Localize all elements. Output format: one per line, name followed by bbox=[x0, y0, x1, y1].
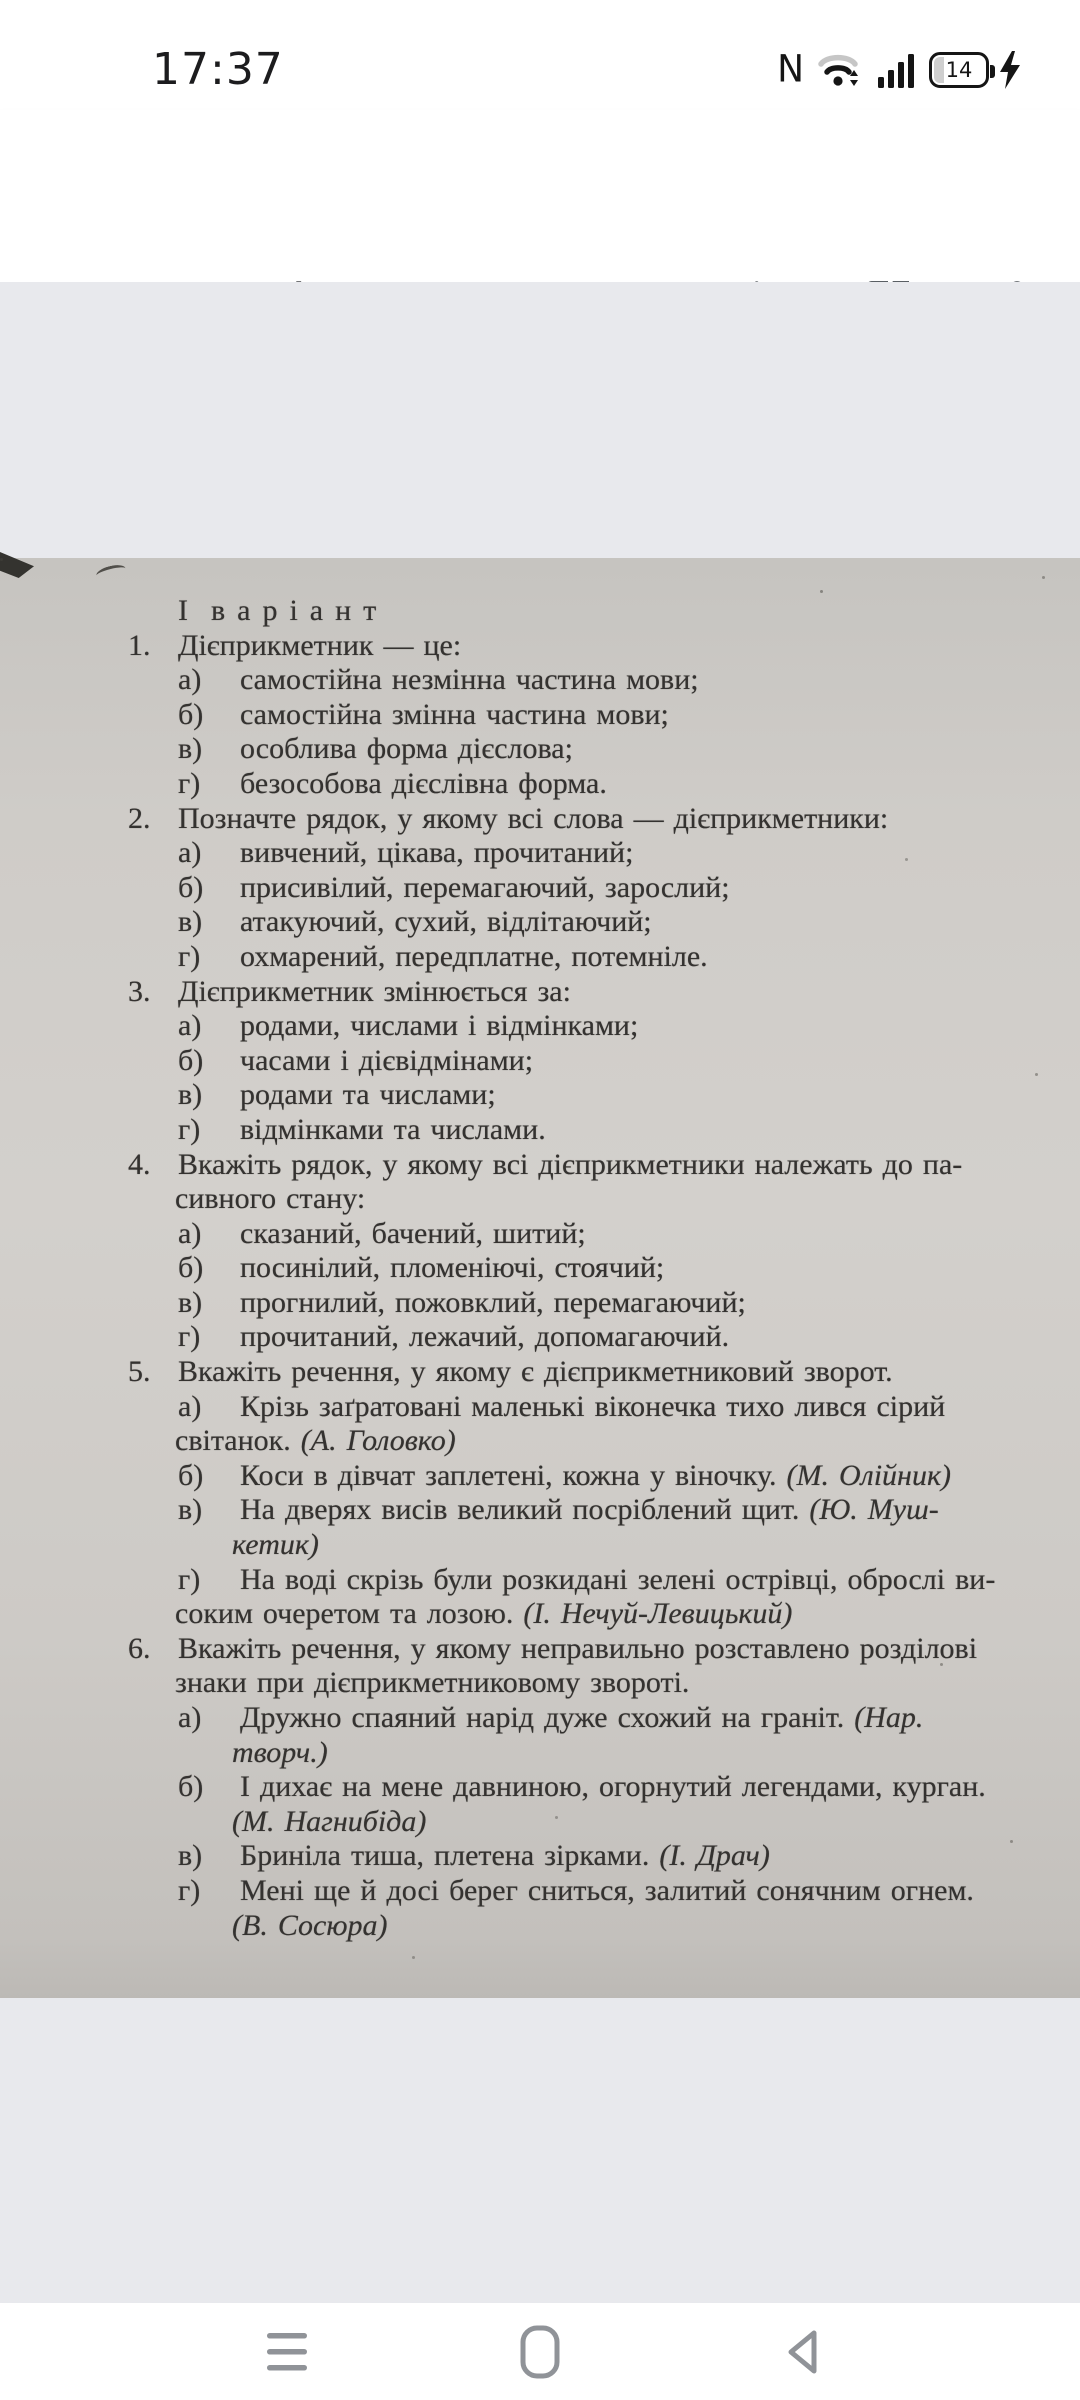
charging-bolt-icon bbox=[998, 50, 1022, 90]
doc-line: а) сказаний, бачений, шитий; bbox=[178, 1216, 586, 1250]
doc-line: в) прогнилий, пожовклий, перемагаючий; bbox=[178, 1285, 746, 1319]
doc-line: а) Крізь заґратовані маленькі віконечка тихо лився сірий bbox=[178, 1389, 946, 1423]
doc-line: б) часами і дієвідмінами; bbox=[178, 1043, 534, 1077]
recents-button[interactable] bbox=[252, 2317, 322, 2387]
doc-line: знаки при дієприкметниковому звороті. bbox=[175, 1666, 690, 1700]
signal-icon bbox=[876, 50, 916, 90]
doc-line: в) атакуючий, сухий, відлітаючий; bbox=[178, 905, 652, 939]
doc-line: (В. Сосюра) bbox=[232, 1908, 388, 1942]
status-bar bbox=[0, 0, 1080, 110]
doc-line: світанок. (А. Головко) bbox=[175, 1424, 456, 1458]
doc-line: 3. Дієприкметник змінюється за: bbox=[128, 974, 571, 1008]
document-lines bbox=[0, 594, 1080, 1943]
doc-line: б) Коси в дівчат заплетені, кожна у віночку. (М. Олійник) bbox=[178, 1458, 951, 1492]
pen-mark bbox=[95, 563, 127, 582]
battery-percent: 14 bbox=[945, 58, 973, 82]
doc-line: кетик) bbox=[232, 1528, 319, 1562]
doc-line: г) прочитаний, лежачий, допомагаючий. bbox=[178, 1320, 730, 1354]
doc-line: а) Дружно спаяний нарід дуже схожий на граніт. (Нар. bbox=[178, 1701, 924, 1734]
doc-line: в) родами та числами; bbox=[178, 1078, 496, 1112]
doc-line: а) родами, числами і відмінками; bbox=[178, 1009, 639, 1043]
doc-line: г) безособова дієслівна форма. bbox=[178, 766, 607, 800]
doc-line: 4. Вкажіть рядок, у якому всі дієприкметники належать до па- bbox=[128, 1147, 963, 1181]
doc-line: соким очеретом та лозою. (І. Нечуй-Левицький) bbox=[175, 1597, 793, 1631]
back-nav-button[interactable] bbox=[768, 2317, 838, 2387]
back-icon bbox=[783, 2327, 823, 2377]
wifi-icon bbox=[817, 49, 863, 91]
doc-line: г) відмінками та числами. bbox=[178, 1112, 546, 1146]
doc-line: б) самостійна змінна частина мови; bbox=[178, 697, 669, 731]
doc-line: 5. Вкажіть речення, у якому є дієприкметниковий зворот. bbox=[128, 1355, 893, 1389]
doc-line: творч.) bbox=[232, 1735, 328, 1769]
doc-line: б) присивілий, перемагаючий, зарослий; bbox=[178, 870, 730, 904]
doc-line: 1. Дієприкметник — це: bbox=[128, 628, 462, 662]
paper-specks bbox=[0, 558, 3, 561]
home-icon bbox=[520, 2325, 560, 2379]
nfc-icon: N bbox=[777, 47, 804, 91]
recents-icon bbox=[265, 2331, 309, 2373]
doc-line: а) вивчений, цікава, прочитаний; bbox=[178, 836, 634, 870]
doc-line: г) На воді скрізь були розкидані зелені острівці, оброслі ви- bbox=[178, 1562, 996, 1596]
photo-viewer bbox=[0, 282, 1080, 2303]
battery-fill bbox=[934, 57, 944, 83]
status-icons bbox=[777, 48, 1022, 92]
doc-line: в) особлива форма дієслова; bbox=[178, 732, 573, 766]
home-button[interactable] bbox=[505, 2317, 575, 2387]
photo-edge-mark bbox=[0, 552, 34, 578]
doc-line: в) Бриніла тиша, плетена зірками. (І. Драч) bbox=[178, 1839, 770, 1873]
doc-line: 6. Вкажіть речення, у якому неправильно розставлено розділові bbox=[128, 1631, 978, 1665]
doc-line: в) На дверях висів великий посріблений щит. (Ю. Муш- bbox=[178, 1493, 939, 1527]
doc-line: г) Мені ще й досі берег сниться, залитий сонячним огнем. bbox=[178, 1873, 974, 1907]
doc-line: б) І дихає на мене давниною, огорнутий легендами, курган. bbox=[178, 1770, 986, 1804]
battery-icon bbox=[929, 52, 989, 88]
doc-line: (М. Нагнибіда) bbox=[232, 1804, 427, 1838]
doc-line: а) самостійна незмінна частина мови; bbox=[178, 663, 699, 697]
doc-line: б) посинілий, пломеніючі, стоячий; bbox=[178, 1251, 665, 1285]
app-header bbox=[0, 110, 1080, 282]
document-photo[interactable] bbox=[0, 558, 1080, 1998]
doc-line: г) охмарений, передплатне, потемніле. bbox=[178, 939, 708, 973]
navigation-bar bbox=[0, 2303, 1080, 2400]
status-time: 17:37 bbox=[152, 44, 284, 95]
doc-line: сивного стану: bbox=[175, 1182, 366, 1216]
doc-line: І в а р і а н т bbox=[178, 594, 378, 627]
doc-line: 2. Позначте рядок, у якому всі слова — дієприкметники: bbox=[128, 801, 889, 835]
document-text bbox=[0, 594, 1080, 1943]
